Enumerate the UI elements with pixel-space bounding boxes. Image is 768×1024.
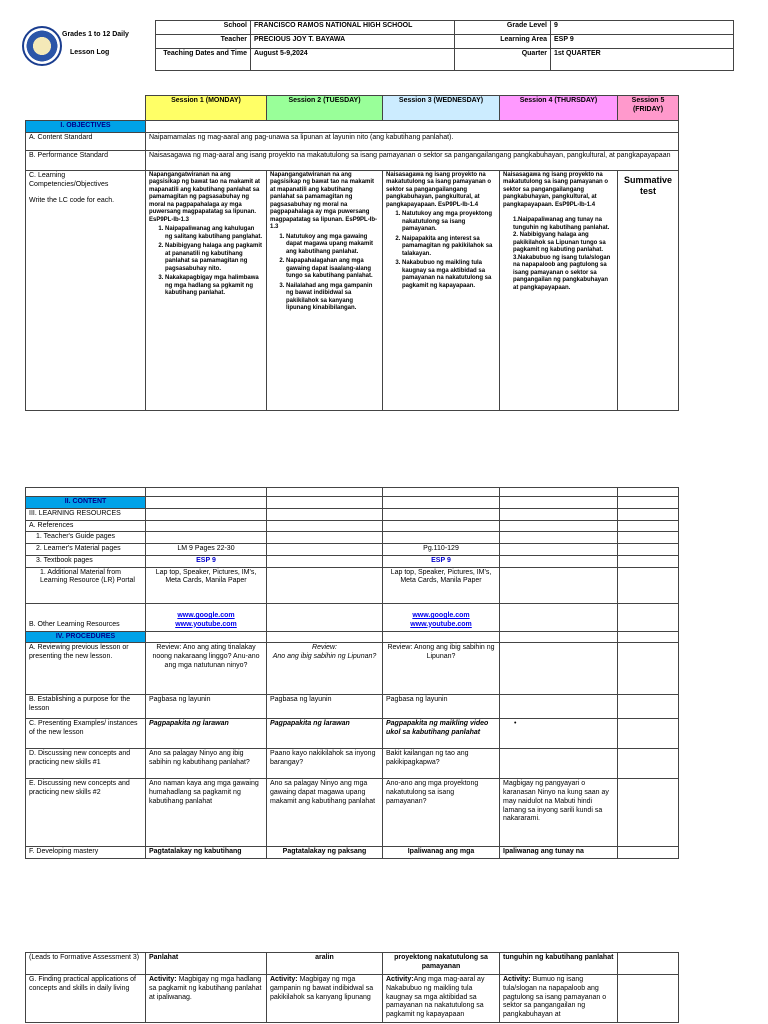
session3-competency: Naisasagawa ng isang proyekto na makatutulong sa isang pamayanan o sektor sa pangangailangang pangkabuhayan, pangkultural, at pangkapayapaan. EsP9PL-Ib-1.4	[386, 171, 492, 208]
session1-objectives	[146, 170, 267, 410]
deped-seal-logo	[22, 26, 62, 66]
youtube-link[interactable]: www.youtube.com	[410, 620, 472, 628]
grade-value: 9	[551, 21, 734, 35]
session4-competency: Naisasagawa ng isang proyekto na makatutulong sa isang pamayanan o sektor sa pangangailangang pangkabuhayan, pangkultural, at pangkapayapaan. EsP9PL-Ib-1.4	[503, 171, 609, 208]
content-heading: II. CONTENT	[26, 497, 146, 509]
session2-objectives	[267, 170, 383, 410]
discussion2-session1: Ano naman kaya ang mga gawaing humahadlang sa pagkamit ng kabutihang panlahat	[146, 779, 267, 847]
dates-value: August 5-9,2024	[251, 49, 455, 71]
dates-label: Teaching Dates and Time	[156, 49, 251, 71]
applications-label: G. Finding practical applications of concepts and skills in daily living	[26, 975, 146, 1023]
list-item: 2. Napapahalagahan ang mga gawaing dapat isaalang-alang tungo sa kabutihang panlahat.	[286, 258, 379, 281]
list-item: 2. Nabibigyang halaga ang pakikilahok sa Lipunan tungo sa pagkamit ng kabuting panlahat.	[513, 232, 606, 254]
session4-objective-list	[503, 217, 614, 292]
mastery-session4: Ipaliwanag ang tunay na	[500, 847, 618, 859]
links-session3	[383, 603, 500, 631]
session5-summative: Summative test	[618, 170, 679, 410]
performance-standard-value: Naisasagawa ng mag-aaral ang isang proyekto na makatutulong sa isang pamayanan o sektor sa pangangailangang pangkabuhayan, pangkultural, at pangkapayapaan	[146, 150, 679, 170]
list-item: 3. Nakabubuo ng maikling tula kaugnay sa mga aktibidad sa pamayanan na nakatutulong sa pagkamit ng kapayapaan.	[402, 260, 496, 290]
session4-header: Session 4 (THURSDAY)	[500, 96, 618, 121]
applications-session1	[146, 975, 267, 1023]
examples-session4: •	[500, 719, 618, 749]
textbook-session1: ESP 9	[146, 555, 267, 567]
discussion1-session3: Bakit kailangan ng tao ang pakikipagkapwa?	[383, 749, 500, 779]
session3-objectives	[383, 170, 500, 410]
applications-session2-text: Magbigay ng mga gampanin ng bawat indibidwal sa pakikilahok sa kanyang lipunang	[270, 976, 374, 1001]
applications-session3	[383, 975, 500, 1023]
purpose-session1: Pagbasa ng layunin	[146, 695, 267, 719]
discussion1-label: D. Discussing new concepts and practicing new skills #1	[26, 749, 146, 779]
youtube-link[interactable]: www.youtube.com	[175, 620, 237, 628]
activity-label: Activity:	[270, 976, 298, 983]
textbook-label: 3. Textbook pages	[26, 555, 146, 567]
competencies-note: Write the LC code for each.	[29, 197, 115, 205]
objectives-heading: I. OBJECTIVES	[26, 121, 146, 133]
google-link[interactable]: www.google.com	[412, 612, 470, 619]
mastery-label: F. Developing mastery	[26, 847, 146, 859]
additional-material-label: 1. Additional Material from Learning Resource (LR) Portal	[26, 567, 146, 603]
dll-title-line2: Lesson Log	[70, 49, 110, 56]
additional-session1: Lap top, Speaker, Pictures, IM's, Meta Cards, Manila Paper	[146, 567, 267, 603]
activity-label: Activity:	[149, 976, 177, 983]
dll-title-line1: Grades 1 to 12 Daily	[62, 31, 129, 38]
resources-heading: III. LEARNING RESOURCES	[26, 508, 146, 520]
formative-session4: tunguhin ng kabutihang panlahat	[500, 953, 618, 975]
discussion2-session3: Ano-ano ang mga proyektong nakatutulong sa isang pamayanan?	[383, 779, 500, 847]
links-session1	[146, 603, 267, 631]
applications-session3-text: Ang mga mag-aaral ay Nakabubuo ng maikling tula kaugnay sa mga aktibidad sa pamayanan na nakatutulong sa pagkamit ng kapayapaan	[386, 976, 485, 1018]
dll-title	[62, 31, 129, 56]
examples-session1: Pagpapakita ng larawan	[146, 719, 267, 749]
discussion2-session4: Magbigay ng pangyayari o karanasan Ninyo na kung saan ay may naidulot na Mabuti hindi lamang sa inyong sarili kundi sa nakararami.	[500, 779, 618, 847]
review-session2-text: Ano ang ibig sabihin ng Lipunan?	[272, 653, 377, 660]
mastery-session2: Pagtatalakay ng paksang	[267, 847, 383, 859]
examples-session3: Pagpapakita ng maikling video ukol sa kabutihang panlahat	[383, 719, 500, 749]
quarter-value: 1st QUARTER	[551, 49, 734, 71]
discussion1-session1: Ano sa palagay Ninyo ang ibig sabihin ng kabutihang panlahat?	[146, 749, 267, 779]
grade-label: Grade Level	[455, 21, 551, 35]
textbook-session3: ESP 9	[383, 555, 500, 567]
performance-standard-label: B. Performance Standard	[26, 150, 146, 170]
objectives-table	[25, 95, 679, 411]
purpose-session3: Pagbasa ng layunin	[383, 695, 500, 719]
discussion2-session2: Ano sa palagay Ninyo ang mga gawaing dapat magawa upang makamit ang kabutihang panlahat	[267, 779, 383, 847]
references-label: A. References	[26, 520, 146, 532]
review-label: A. Reviewing previous lesson or presenting the new lesson.	[26, 643, 146, 695]
competencies-title: C. Learning Competencies/Objectives	[29, 171, 109, 188]
competencies-label	[26, 170, 146, 410]
list-item: 1. Natutukoy ang mga proyektong nakatutulong sa isang pamayanan.	[402, 211, 496, 234]
learners-material-label: 2. Learner's Material pages	[26, 544, 146, 556]
quarter-label: Quarter	[455, 49, 551, 71]
purpose-label: B. Establishing a purpose for the lesson	[26, 695, 146, 719]
list-item: 3.Nakabubuo ng isang tula/slogan na napapaloob ang pagtulong sa isang pamayanan o sektor sa pangangailan ng pangkabuhayan at pangkapayapaan.	[513, 254, 611, 291]
review-session2	[267, 643, 383, 695]
session4-objectives	[500, 170, 618, 410]
mastery-session3: Ipaliwanag ang mga	[383, 847, 500, 859]
teacher-label: Teacher	[156, 35, 251, 49]
content-standard-value: Naipamamalas ng mag-aaral ang pag-unawa sa lipunan at layunin nito (ang kabutihang panlahat).	[146, 132, 679, 150]
session2-competency: Napangangatwiranan na ang pagsisikap ng bawat tao na makamit at mapanatili ang kabutihang panlahat sa pamamagitan ng pagsasabuhay ng moral na pagpapahalaga ay mga puwersang magpapatatag sa lipunan. EsP9PL-Ib-1.3	[270, 171, 378, 231]
applications-session2	[267, 975, 383, 1023]
procedures-continued-table	[25, 952, 679, 1023]
activity-label: Activity:	[386, 976, 414, 983]
area-label: Learning Area	[455, 35, 551, 49]
activity-label: Activity:	[503, 976, 531, 983]
list-item: 1.Naipapaliwanag ang tunay na tunguhin ng kabutihang panlahat.	[513, 217, 610, 231]
session2-objective-list	[282, 234, 379, 313]
list-item: 2. Naipapakita ang interest sa pamamagitan ng pakikilahok sa talakayan.	[402, 236, 496, 259]
examples-label: C. Presenting Examples/ instances of the new lesson	[26, 719, 146, 749]
additional-session3: Lap top, Speaker, Pictures, IM's, Meta Cards, Manila Paper	[383, 567, 500, 603]
other-resources-label: B. Other Learning Resources	[26, 603, 146, 631]
formative-session1: Panlahat	[146, 953, 267, 975]
list-item: 3. Nailalahad ang mga gampanin ng bawat indibidwal sa pakikilahok sa kanyang lipunang kinabibilangan.	[286, 283, 379, 313]
session1-objective-list	[161, 226, 263, 298]
school-value: FRANCISCO RAMOS NATIONAL HIGH SCHOOL	[251, 21, 455, 35]
discussion1-session2: Paano kayo nakikilahok sa inyong barangay?	[267, 749, 383, 779]
lm-session1: LM 9 Pages 22-30	[146, 544, 267, 556]
session1-header: Session 1 (MONDAY)	[146, 96, 267, 121]
list-item: 1. Naipapaliwanag ang kahulugan ng salitang kabutihang panglahat.	[165, 226, 263, 241]
session5-header: Session 5 (FRIDAY)	[618, 96, 679, 121]
mastery-session1: Pagtatalakay ng kabutihang	[146, 847, 267, 859]
additional-material-text: Additional Material from Learning Resource (LR) Portal	[40, 568, 135, 585]
list-item: 2. Nabibigyang halaga ang pagkamit at pananatili ng kabutihang panlahat sa pamamagitan ng pagsasabuhay nito.	[165, 243, 263, 273]
applications-session4-text: Bumuo ng isang tula/slogan na napapaloob ang pagtulong sa isang pamayanan o sektor sa pangangailan ng pangkabuhayan at	[503, 976, 607, 1018]
google-link[interactable]: www.google.com	[177, 612, 235, 619]
formative-session2: aralin	[267, 953, 383, 975]
review-session2-title: Review:	[312, 644, 337, 652]
formative-session3: proyektong nakatutulong sa pamayanan	[383, 953, 500, 975]
procedures-heading: IV. PROCEDURES	[26, 631, 146, 643]
session1-competency: Napangangatwiranan na ang pagsisikap ng bawat tao na makamit at mapanatili ang kabutihang panlahat sa pamamagitan ng pagsasabuhay ng moral na pagpapahalaga ay mga puwersang magpapatatag sa lipunan. EsP9PL-Ib-1.3	[149, 171, 261, 223]
list-item: 3. Nakakapagbigay mga halimbawa ng mga hadlang sa pgkamit ng kabutihang panlahat.	[165, 275, 263, 298]
content-standard-label: A. Content Standard	[26, 132, 146, 150]
examples-session2: Pagpapakita ng larawan	[267, 719, 383, 749]
session3-header: Session 3 (WEDNESDAY)	[383, 96, 500, 121]
review-session1: Review: Ano ang ating tinalakay noong nakaraang linggo? Anu-ano ang mga natutunan ninyo?	[146, 643, 267, 695]
procedures-table	[25, 487, 679, 859]
teachers-guide-label: 1. Teacher's Guide pages	[26, 532, 146, 544]
list-item: 1. Natutukoy ang mga gawaing dapat magawa upang makamit ang kabutihang panlahat.	[286, 234, 379, 257]
area-value: ESP 9	[551, 35, 734, 49]
formative-label: (Leads to Formative Assessment 3)	[26, 953, 146, 975]
applications-session1-text: Magbigay ng mga hadlang sa pagkamit ng kabutihang panlahat at ipaliwanag.	[149, 976, 262, 1001]
review-session3: Review: Anong ang ibig sabihin ng Lipunan?	[383, 643, 500, 695]
header-table	[155, 20, 734, 71]
lm-session3: Pg.110-129	[383, 544, 500, 556]
discussion2-label: E. Discussing new concepts and practicing new skills #2	[26, 779, 146, 847]
session2-header: Session 2 (TUESDAY)	[267, 96, 383, 121]
session3-objective-list	[398, 211, 496, 290]
applications-session4	[500, 975, 618, 1023]
school-label: School	[156, 21, 251, 35]
teacher-value: PRECIOUS JOY T. BAYAWA	[251, 35, 455, 49]
purpose-session2: Pagbasa ng layunin	[267, 695, 383, 719]
